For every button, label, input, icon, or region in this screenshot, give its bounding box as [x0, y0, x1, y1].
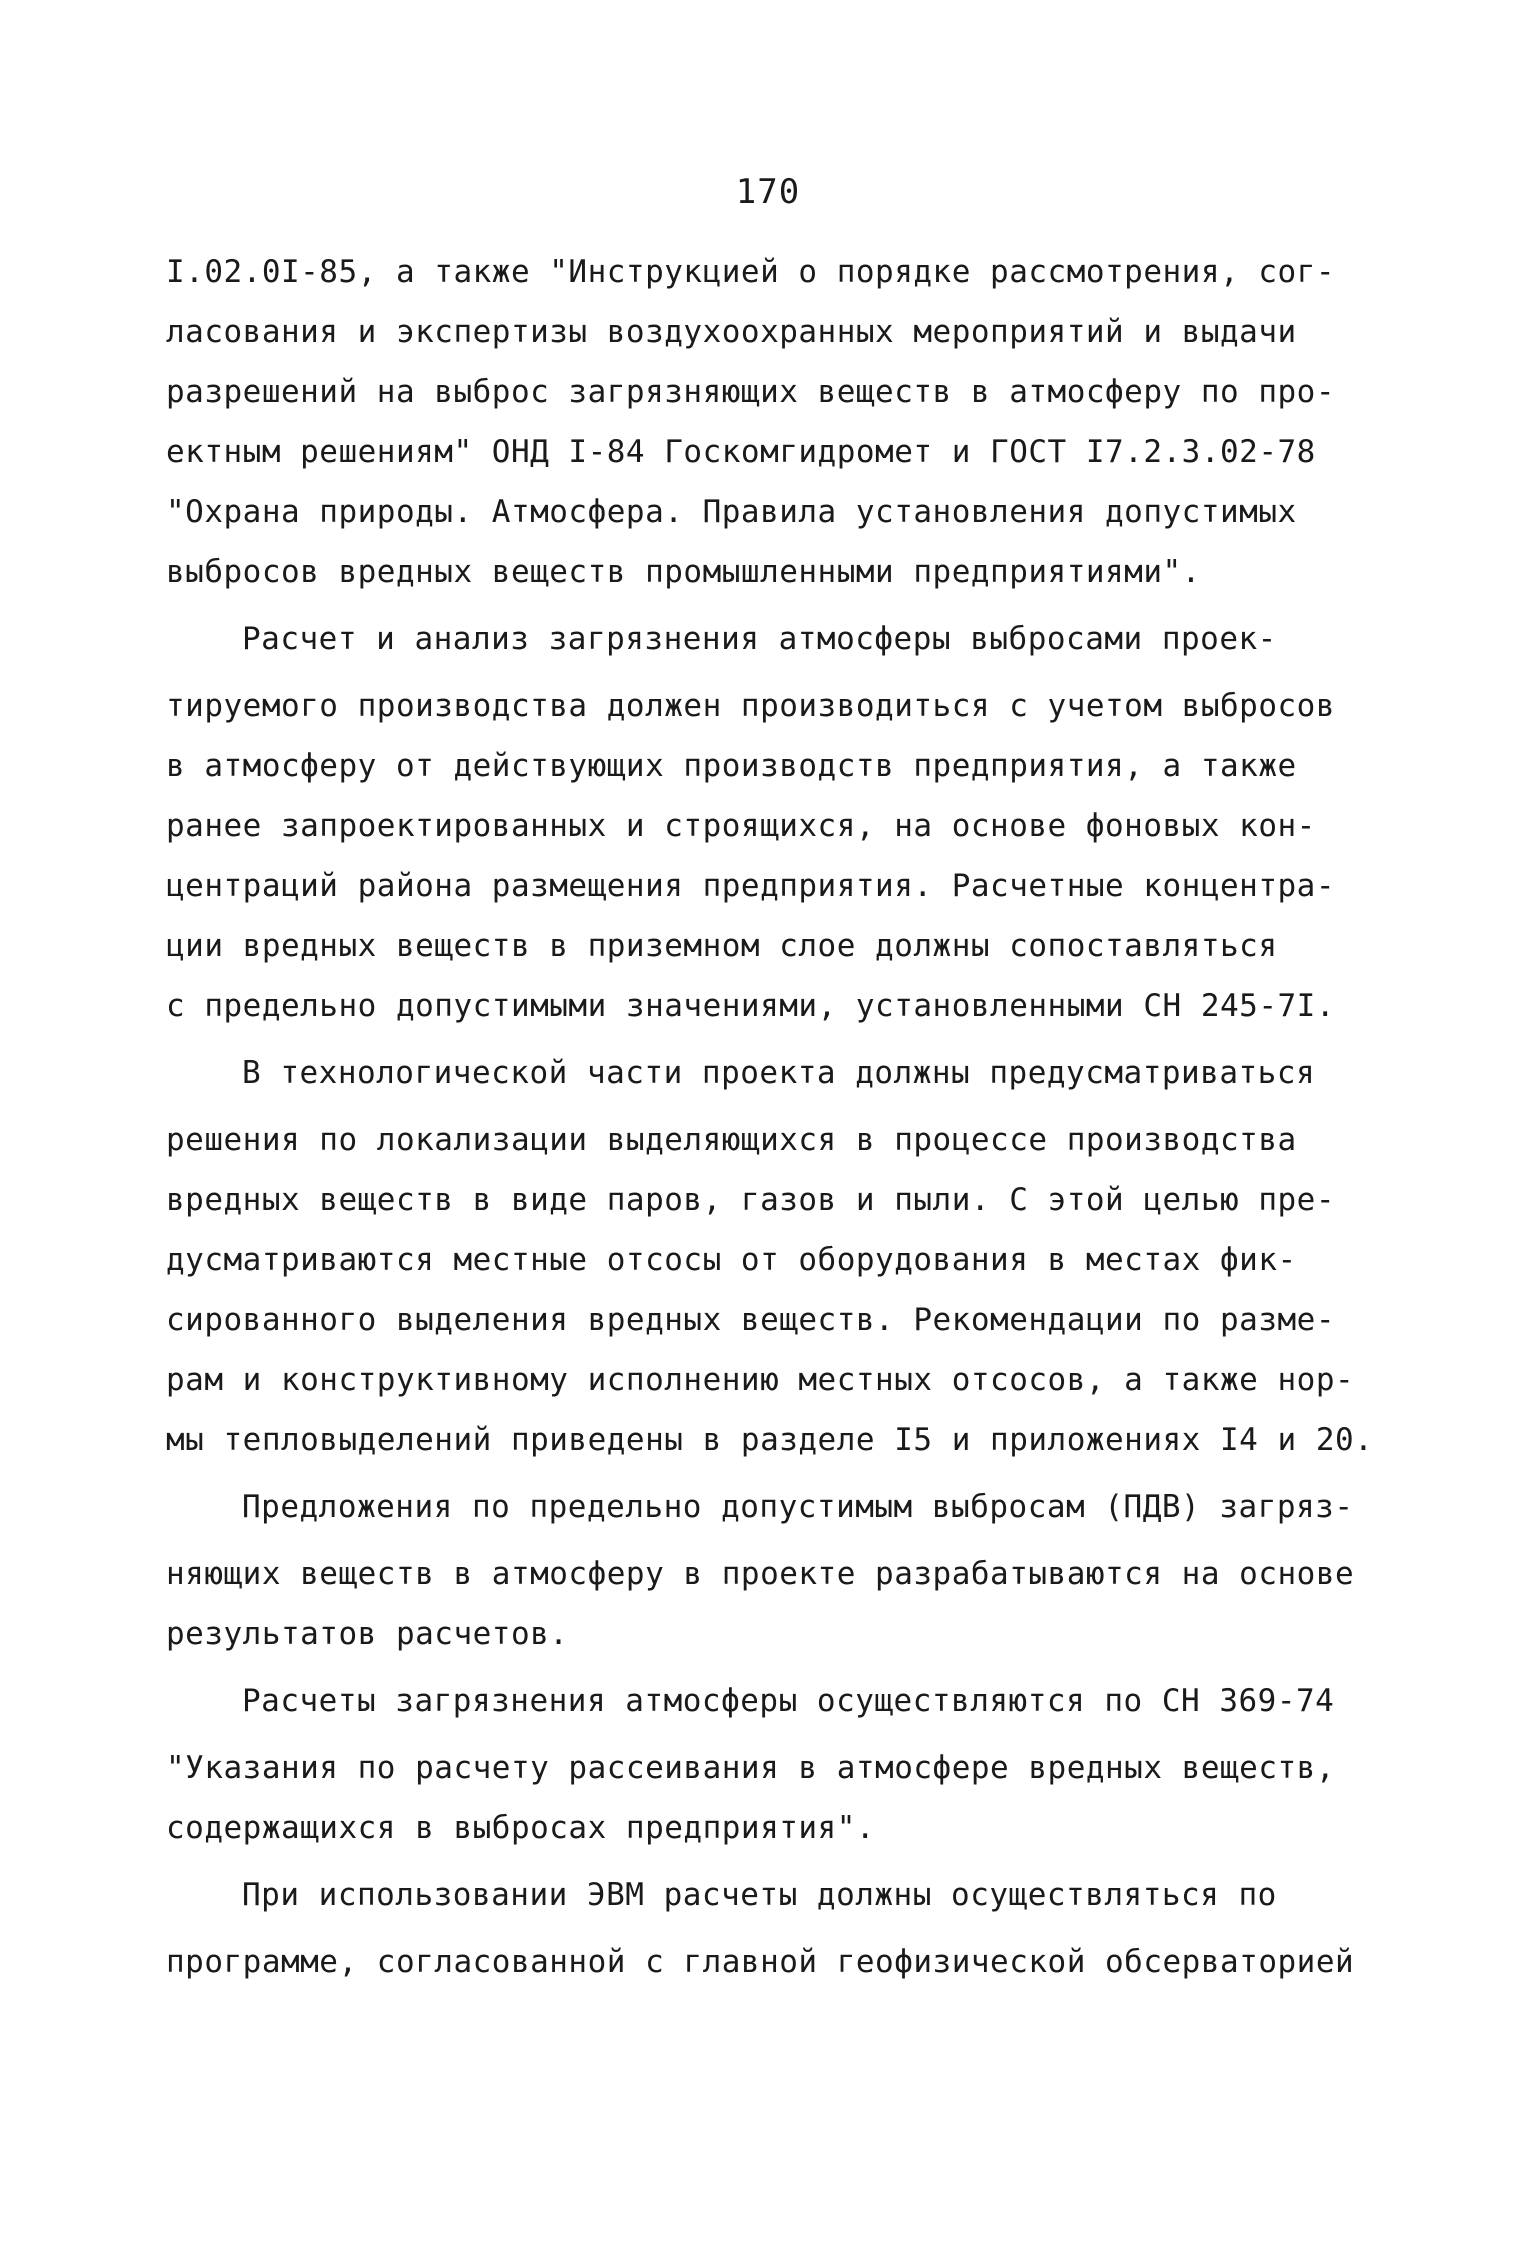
text-line: ласования и экспертизы воздухоохранных мероприятий и выдачи: [166, 314, 1297, 350]
text-line: решения по локализации выделяющихся в процессе производства: [166, 1122, 1297, 1158]
paragraph-start-line: При использовании ЭВМ расчеты должны осуществляться по: [242, 1877, 1277, 1913]
text-line: программе, согласованной с главной геофизической обсерваторией: [166, 1944, 1355, 1980]
paragraph-start-line: Расчет и анализ загрязнения атмосферы выбросами проек-: [242, 621, 1277, 657]
text-line: тируемого производства должен производиться с учетом выбросов: [166, 688, 1335, 724]
text-line: няющих веществ в атмосферу в проекте разрабатываются на основе: [166, 1556, 1355, 1592]
text-line: ранее запроектированных и строящихся, на основе фоновых кон-: [166, 808, 1316, 844]
text-line: "Указания по расчету рассеивания в атмосфере вредных веществ,: [166, 1750, 1335, 1786]
text-line: содержащихся в выбросах предприятия".: [166, 1810, 876, 1846]
text-line: ектным решениям" ОНД I-84 Госкомгидромет и ГОСТ I7.2.3.02-78: [166, 434, 1316, 470]
text-line: разрешений на выброс загрязняющих веществ в атмосферу по про-: [166, 374, 1335, 410]
body-text: [166, 242, 1376, 1992]
text-line: вредных веществ в виде паров, газов и пыли. С этой целью пре-: [166, 1182, 1335, 1218]
text-line: "Охрана природы. Атмосфера. Правила установления допустимых: [166, 494, 1297, 530]
text-line: с предельно допустимыми значениями, установленными СН 245-7I.: [166, 988, 1335, 1024]
paragraph-start-line: Расчеты загрязнения атмосферы осуществляются по СН 369-74: [242, 1683, 1335, 1719]
text-line: I.02.0I-85, а также "Инструкцией о порядке рассмотрения, сог-: [166, 254, 1335, 290]
paragraph-start-line: Предложения по предельно допустимым выбросам (ПДВ) загряз-: [242, 1489, 1354, 1525]
text-line: в атмосферу от действующих производств предприятия, а также: [166, 748, 1297, 784]
text-line: выбросов вредных веществ промышленными предприятиями".: [166, 554, 1201, 590]
text-line: результатов расчетов.: [166, 1616, 569, 1652]
text-line: сированного выделения вредных веществ. Рекомендации по разме-: [166, 1302, 1335, 1338]
text-line: мы тепловыделений приведены в разделе I5 и приложениях I4 и 20.: [166, 1422, 1374, 1458]
text-line: дусматриваются местные отсосы от оборудования в местах фик-: [166, 1242, 1297, 1278]
text-line: рам и конструктивному исполнению местных отсосов, а также нор-: [166, 1362, 1355, 1398]
text-line: центраций района размещения предприятия. Расчетные концентра-: [166, 868, 1335, 904]
paragraph-start-line: В технологической части проекта должны предусматриваться: [242, 1055, 1316, 1091]
page-number: 170: [735, 172, 801, 212]
text-line: ции вредных веществ в приземном слое должны сопоставляться: [166, 928, 1278, 964]
